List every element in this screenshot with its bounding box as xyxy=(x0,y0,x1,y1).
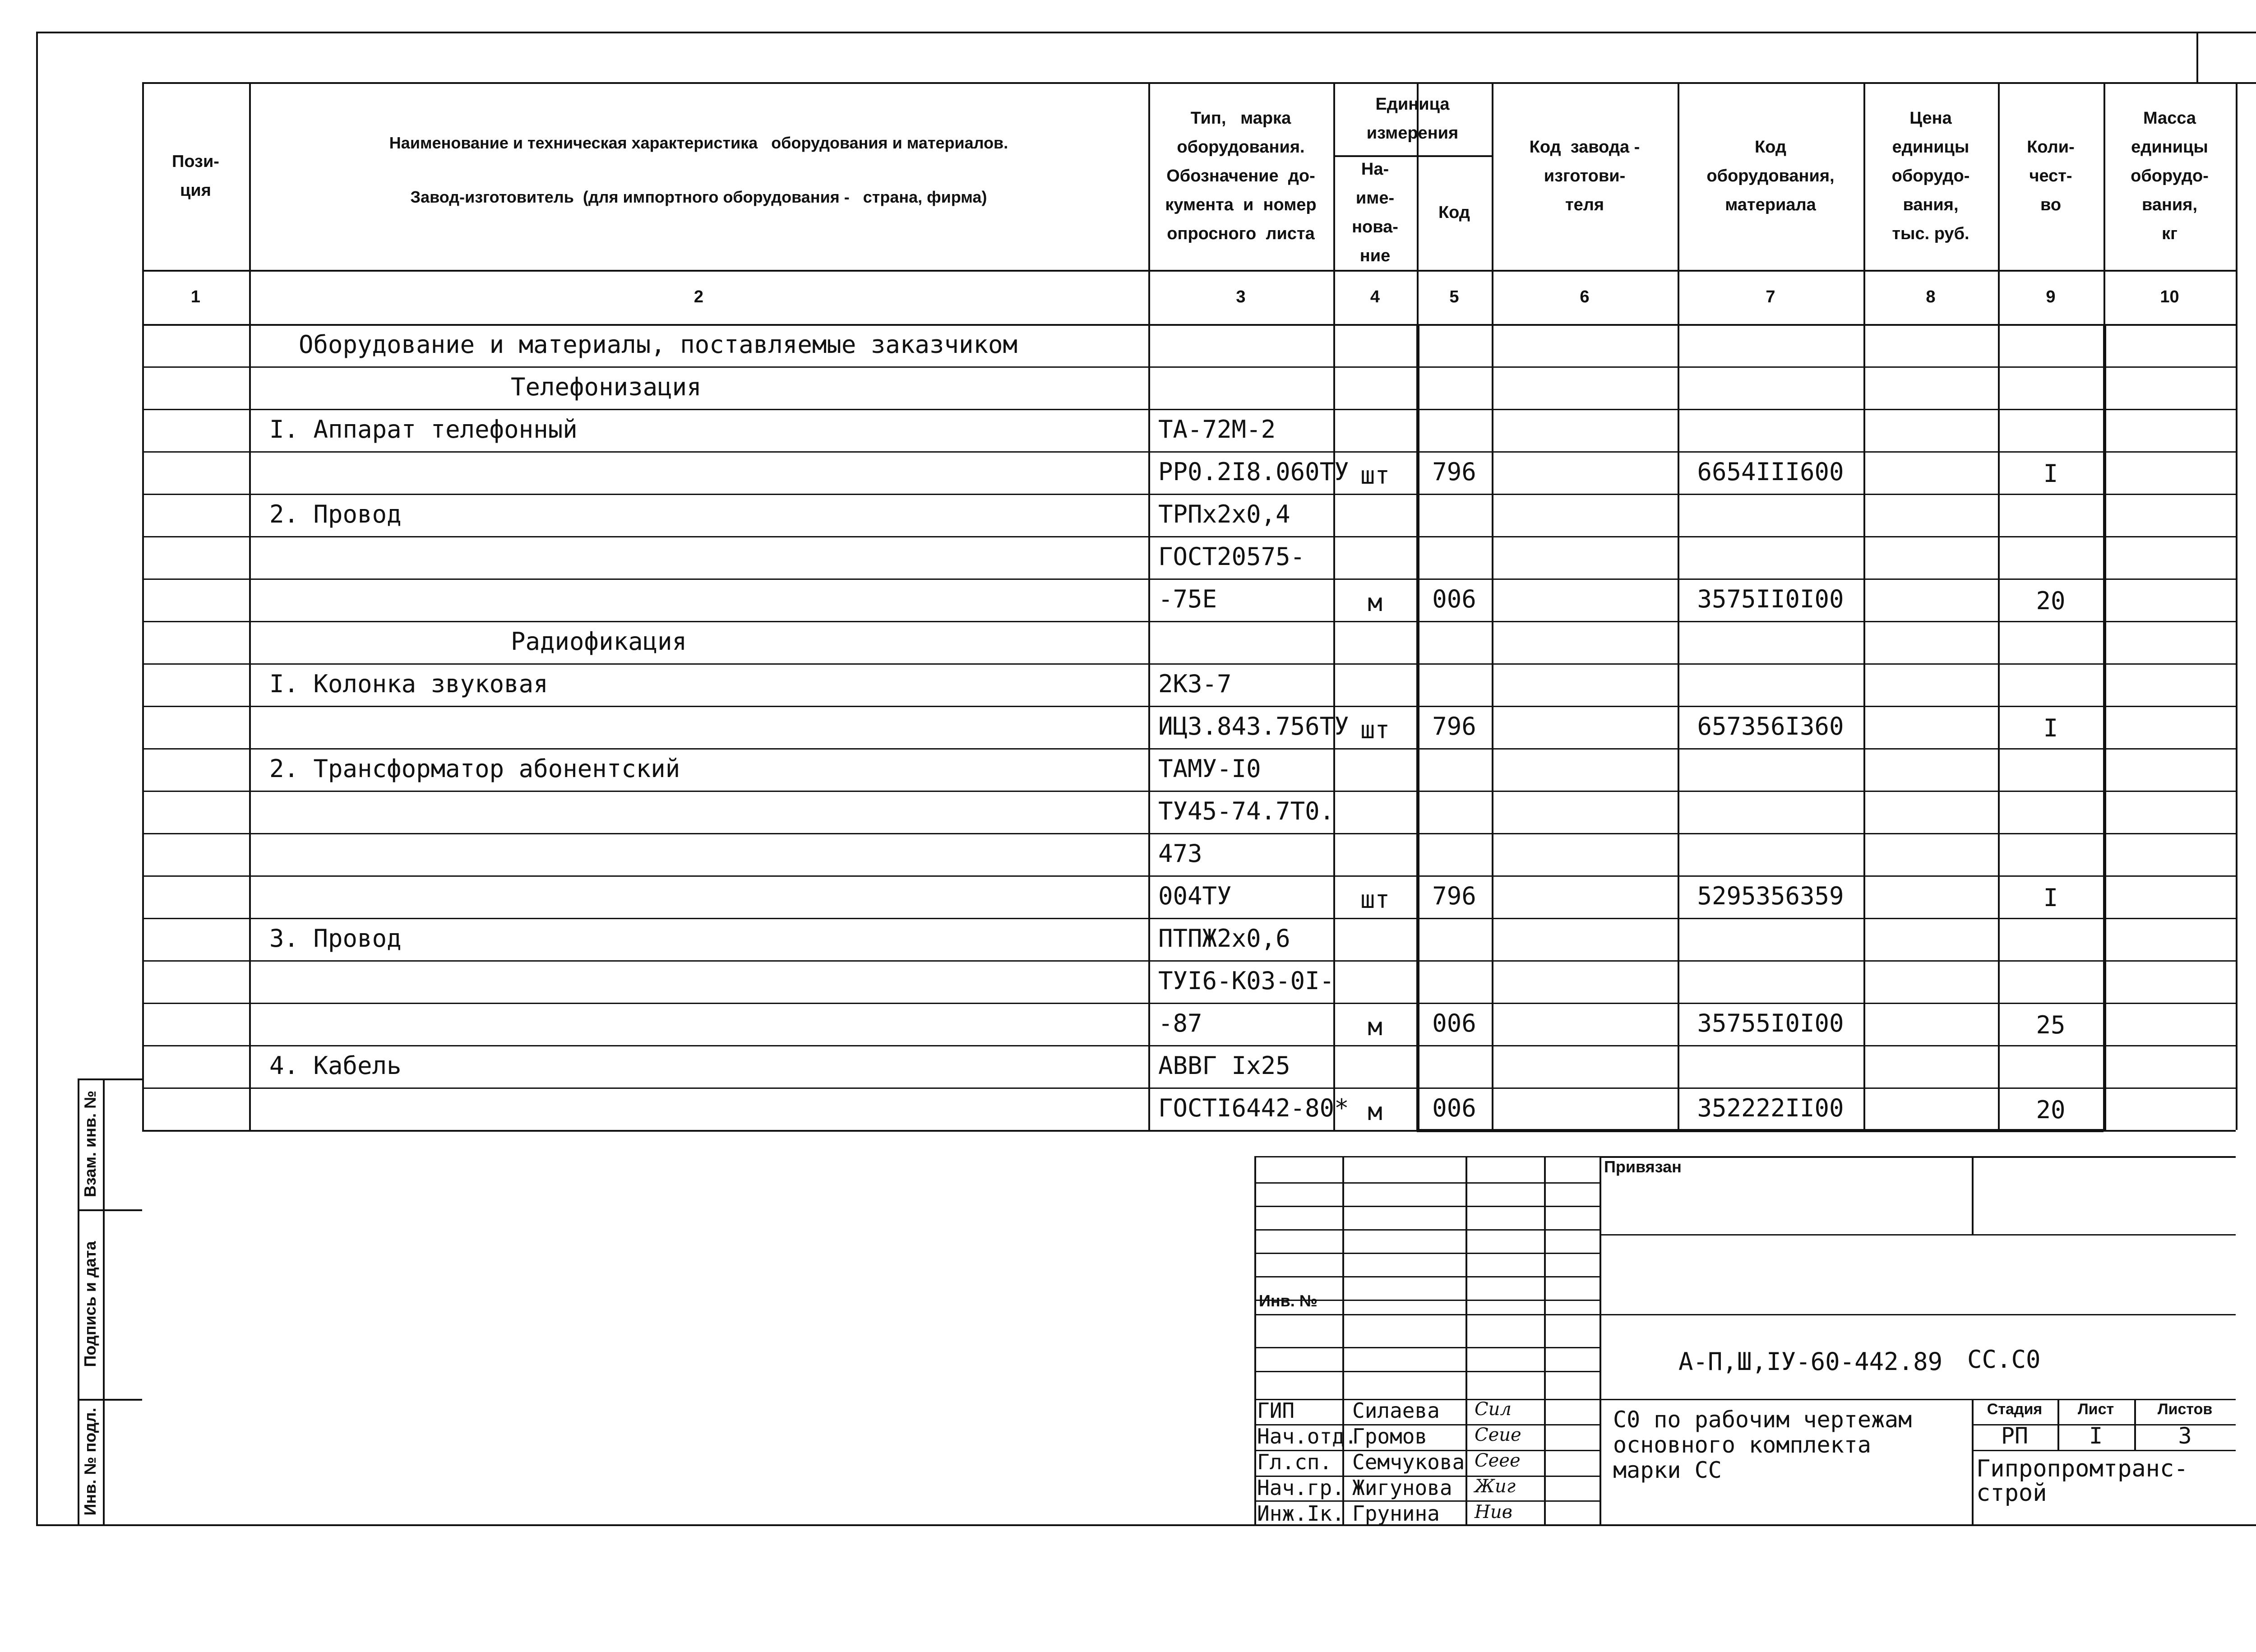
rule-h xyxy=(249,875,1148,877)
row-name: Оборудование и материалы, поставляемые заказчиком xyxy=(299,330,1018,359)
stage-value: РП xyxy=(2001,1423,2029,1449)
row-unit-code: 796 xyxy=(1432,882,1476,910)
rule-h xyxy=(1254,1253,1600,1254)
row-quantity: 20 xyxy=(2036,587,2066,615)
header-name-line2: Завод-изготовитель (для импортного оборудования - страна, фирма) xyxy=(410,188,987,206)
rule-h xyxy=(249,960,1148,962)
row-unit: м xyxy=(1368,1013,1382,1041)
row-unit-code: 006 xyxy=(1432,1009,1476,1037)
row-quantity: 25 xyxy=(2036,1011,2066,1039)
rule-h xyxy=(1148,494,2236,495)
rule-h xyxy=(1148,578,2236,580)
signer-name: Грунина xyxy=(1352,1501,1440,1526)
row-type: ТАМУ-I0 xyxy=(1158,754,1261,783)
row-name: Радиофикация xyxy=(511,627,687,656)
column-number: 8 xyxy=(1926,287,1936,306)
row-type: ГОСТ20575- xyxy=(1158,542,1305,571)
rule-h xyxy=(249,1087,1148,1089)
rule-h xyxy=(1148,833,2236,834)
header-name-line1: Наименование и техническая характеристика оборудования и материалов. xyxy=(389,134,1008,152)
rule-h xyxy=(142,536,249,537)
rule-h xyxy=(1600,1399,2236,1400)
rule-v xyxy=(103,1078,105,1524)
row-quantity: 20 xyxy=(2036,1096,2066,1124)
signature: Сеее xyxy=(1475,1450,1521,1471)
row-name: 3. Провод xyxy=(269,924,402,953)
rule-v xyxy=(1600,1156,1601,1524)
row-quantity: I xyxy=(2043,714,2058,742)
rule-h xyxy=(142,324,2236,326)
rule-h xyxy=(249,706,1148,707)
rule-v xyxy=(1342,1156,1344,1524)
signature: Сеие xyxy=(1475,1425,1521,1445)
column-number: 9 xyxy=(2046,287,2056,306)
rule-h xyxy=(249,791,1148,792)
header-position: Пози- ция xyxy=(172,152,219,200)
column-number: 3 xyxy=(1236,287,1246,306)
rule-h xyxy=(142,875,249,877)
rule-h xyxy=(1148,663,2236,665)
rule-h xyxy=(1148,918,2236,919)
rule-h xyxy=(249,748,1148,750)
column-number: 2 xyxy=(693,287,704,306)
header-unit-code: Код xyxy=(1438,203,1470,222)
column-number: 7 xyxy=(1766,287,1775,306)
rule-v xyxy=(1254,1156,1256,1524)
rule-v xyxy=(2236,82,2238,1130)
header-mass: Масса единицы оборудо- вания, кг xyxy=(2131,109,2209,243)
rule-v xyxy=(249,82,251,1130)
rule-h xyxy=(249,409,1148,410)
header-unit-group: Единица измерения xyxy=(1366,95,1459,143)
rule-h xyxy=(1148,791,2236,792)
rule-v xyxy=(1972,1156,1974,1234)
header-price: Цена единицы оборудо- вания, тыс. руб. xyxy=(1891,109,1970,243)
header-quantity: Коли- чест- во xyxy=(2027,138,2075,214)
row-type: 473 xyxy=(1158,839,1202,868)
row-type: РР0.2I8.060ТУ xyxy=(1158,458,1349,486)
rule-h xyxy=(1254,1347,1600,1348)
sheets-label: Листов xyxy=(2157,1401,2213,1418)
signer-name: Жигунова xyxy=(1352,1476,1452,1500)
signer-role: Нач.гр. xyxy=(1257,1476,1345,1500)
column-number: 1 xyxy=(190,287,201,306)
column-number: 6 xyxy=(1580,287,1590,306)
signer-role: Инж.Iк. xyxy=(1257,1501,1345,1526)
rule-h xyxy=(249,494,1148,495)
rule-h xyxy=(249,578,1148,580)
sheets-value: 3 xyxy=(2178,1423,2192,1449)
doc-mark: СС.С0 xyxy=(1967,1345,2041,1374)
signer-role: Нач.отд. xyxy=(1257,1424,1357,1448)
row-name: I. Колонка звуковая xyxy=(269,670,548,698)
rule-h xyxy=(1148,409,2236,410)
signer-name: Семчукова xyxy=(1352,1450,1465,1474)
rule-v xyxy=(1465,1156,1467,1524)
row-name: 2. Трансформатор абонентский xyxy=(269,754,680,783)
header-type: Тип, марка оборудования. Обозначение до- кумента и номер опросного листа xyxy=(1165,109,1317,243)
signer-role: ГИП xyxy=(1257,1398,1295,1423)
row-unit-code: 796 xyxy=(1432,458,1476,486)
row-type: 004ТУ xyxy=(1158,882,1232,910)
rule-h xyxy=(142,409,249,410)
row-material-code: 3575II0I00 xyxy=(1697,585,1844,613)
rule-h xyxy=(142,833,249,834)
row-name: 2. Провод xyxy=(269,500,402,528)
rule-h xyxy=(1972,1450,2236,1451)
signature: Жиг xyxy=(1475,1476,1516,1497)
rule-h xyxy=(1148,748,2236,750)
signer-name: Силаева xyxy=(1352,1398,1440,1423)
rule-h xyxy=(1148,1087,2236,1089)
row-material-code: 35755I0I00 xyxy=(1697,1009,1844,1037)
row-quantity: I xyxy=(2043,459,2058,488)
rule-h xyxy=(1254,1229,1600,1231)
stage-label: Стадия xyxy=(1987,1401,2043,1418)
column-number: 5 xyxy=(1449,287,1459,306)
rule-h xyxy=(142,918,249,919)
rule-h xyxy=(142,451,249,453)
rule-h xyxy=(1148,875,2236,877)
rule-h xyxy=(249,366,1148,368)
rule-h xyxy=(142,621,249,622)
row-material-code: 352222II00 xyxy=(1697,1094,1844,1122)
signature: Сил xyxy=(1475,1399,1512,1420)
header-material-code: Код оборудования, материала xyxy=(1706,138,1835,214)
row-type: АВВГ Iх25 xyxy=(1158,1051,1290,1080)
rule-h xyxy=(1417,1129,2103,1132)
row-name: 4. Кабель xyxy=(269,1051,402,1080)
rule-h xyxy=(142,366,249,368)
sheet-label: Лист xyxy=(2077,1401,2114,1418)
rule-h xyxy=(142,1003,249,1004)
row-name: I. Аппарат телефонный xyxy=(269,415,578,444)
row-unit: шт xyxy=(1360,461,1390,490)
signer-name: Громов xyxy=(1352,1424,1428,1448)
rule-h xyxy=(1254,1371,1600,1372)
rule-h xyxy=(249,833,1148,834)
row-type: ТУI6-К03-0I- xyxy=(1158,967,1335,995)
rule-v xyxy=(2103,324,2106,1130)
row-unit: м xyxy=(1368,588,1382,617)
privyazan-label: Привязан xyxy=(1604,1157,1682,1176)
rule-h xyxy=(142,960,249,962)
side-inv-podl: Инв. № подл. xyxy=(81,1407,99,1516)
rule-v xyxy=(1544,1156,1546,1524)
rule-h xyxy=(1148,1045,2236,1046)
row-type: ГОСТI6442-80* xyxy=(1158,1094,1349,1122)
rule-h xyxy=(142,663,249,665)
rule-h xyxy=(142,791,249,792)
organization: Гипропромтранс- строй xyxy=(1976,1455,2188,1507)
signature: Нив xyxy=(1475,1502,1512,1522)
rule-h xyxy=(142,1045,249,1046)
rule-h xyxy=(142,494,249,495)
row-type: ПТПЖ2х0,6 xyxy=(1158,924,1290,953)
rule-h xyxy=(1600,1156,2236,1158)
rule-h xyxy=(249,1045,1148,1046)
rule-h xyxy=(249,918,1148,919)
rule-h xyxy=(249,663,1148,665)
rule-h xyxy=(1254,1276,1600,1277)
doc-title: С0 по рабочим чертежам основного комплекта марки СС xyxy=(1613,1407,1912,1483)
row-material-code: 6654III600 xyxy=(1697,458,1844,486)
rule-h xyxy=(1600,1234,2236,1236)
frame-left xyxy=(36,32,38,1525)
row-name: Телефонизация xyxy=(511,373,702,401)
row-type: ТУ45-74.7Т0. xyxy=(1158,797,1335,825)
row-type: -87 xyxy=(1158,1009,1202,1037)
row-quantity: I xyxy=(2043,884,2058,912)
rule-h xyxy=(1254,1156,1600,1157)
row-type: ИЦЗ.843.756ТУ xyxy=(1158,712,1349,740)
header-unit-name: На- име- нова- ние xyxy=(1352,160,1398,265)
row-type: 2КЗ-7 xyxy=(1158,670,1232,698)
row-material-code: 657356I360 xyxy=(1697,712,1844,740)
row-type: ТА-72М-2 xyxy=(1158,415,1276,444)
rule-h xyxy=(142,578,249,580)
rule-h xyxy=(1148,706,2236,707)
frame-bottom xyxy=(36,1524,2256,1526)
rule-h xyxy=(1148,960,2236,962)
rule-h xyxy=(1148,536,2236,537)
header-plant-code: Код завода - изготови- теля xyxy=(1529,138,1640,214)
rule-h xyxy=(1600,1314,2236,1315)
signer-role: Гл.сп. xyxy=(1257,1450,1332,1474)
rule-h xyxy=(249,621,1148,622)
row-unit: м xyxy=(1368,1097,1382,1126)
rule-h xyxy=(1254,1182,1600,1184)
column-number: 10 xyxy=(2160,287,2179,306)
side-vzam-inv: Взам. инв. № xyxy=(81,1090,99,1198)
side-podpis-data: Подпись и дата xyxy=(81,1241,99,1367)
rule-h xyxy=(1254,1206,1600,1207)
rule-h xyxy=(142,706,249,707)
rule-h xyxy=(1148,621,2236,622)
rule-h xyxy=(249,451,1148,453)
row-unit-code: 796 xyxy=(1432,712,1476,740)
inv-no-label: Инв. № xyxy=(1259,1291,1318,1310)
rule-h xyxy=(1148,451,2236,453)
doc-code: А-П,Ш,IУ-60-442.89 xyxy=(1678,1347,1943,1376)
rule-h xyxy=(142,748,249,750)
row-material-code: 5295356359 xyxy=(1697,882,1844,910)
rule-h xyxy=(249,1003,1148,1004)
row-unit: шт xyxy=(1360,885,1390,914)
row-unit: шт xyxy=(1360,716,1390,744)
row-unit-code: 006 xyxy=(1432,1094,1476,1122)
rule-h xyxy=(1148,366,2236,368)
row-unit-code: 006 xyxy=(1432,585,1476,613)
sheet-value: I xyxy=(2089,1423,2103,1449)
row-type: ТРПх2х0,4 xyxy=(1158,500,1290,528)
frame-top xyxy=(36,32,2256,33)
row-type: -75Е xyxy=(1158,585,1217,613)
rule-h xyxy=(142,1087,249,1089)
rule-h xyxy=(1254,1314,1600,1315)
rule-h xyxy=(249,536,1148,537)
column-number: 4 xyxy=(1370,287,1380,306)
rule-h xyxy=(1148,1003,2236,1004)
